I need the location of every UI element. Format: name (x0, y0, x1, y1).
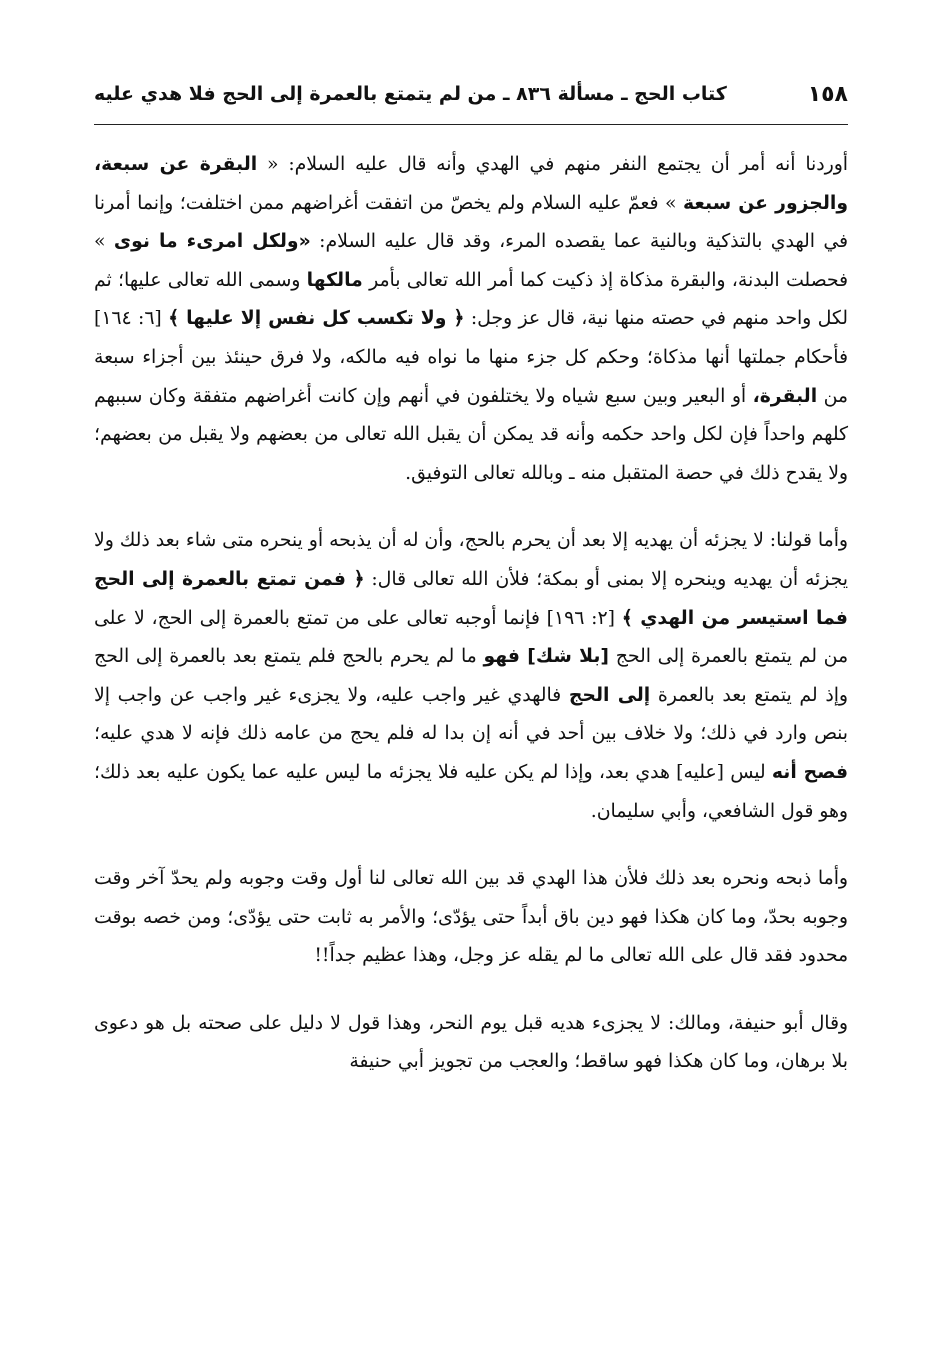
text-segment: وسمى الله تعالى عليها؛ ثم لكل واحد منهم في حصته منها نية، قال عز وجل: (94, 269, 848, 330)
bold-text: البقرة عن سبعة، والجزور عن سبعة (94, 154, 848, 214)
text-segment: » فحصلت البدنة، والبقرة مذكاة إذ ذكيت كما أمر الله تعالى بأمر (94, 231, 848, 291)
bold-text: مالكها (306, 269, 363, 291)
bold-text: «ولكل امرىء ما نوى (113, 231, 311, 253)
text-segment: وقال أبو حنيفة، ومالك: لا يجزىء هديه قبل يوم النحر، وهذا قول لا دليل على صحته بل هو دعوى بلا برهان، وما كان هكذا فهو ساقط؛ والعجب من تجويز أبي حنيفة (94, 1012, 848, 1073)
header-rule (94, 124, 848, 125)
text-segment: [٦: ١٦٤] فأحكام جملتها أنها مذكاة؛ وحكم كل جزء منها ما نواه فيه مالكه، ولا فرق حينئذ بين أجزاء سبعة من (94, 308, 848, 407)
text-segment: » فعمّ عليه السلام ولم يخصّ من اتفقت أغراضهم ممن اختلفت؛ وإنما أمرنا في الهدي بالتذكية وبالنية عما يقصده المرء، وقد قال عليه السلام: (94, 192, 848, 253)
text-segment: أوردنا أنه أمر أن يجتمع النفر منهم في الهدي وأنه قال عليه السلام: « (257, 154, 848, 175)
bold-text: البقرة، (752, 385, 818, 407)
text-segment: [٢: ١٩٦] فإنما أوجبه تعالى على من تمتع بالعمرة إلى الحج، لا على من لم يتمتع بالعمرة إلى الحج (94, 607, 849, 668)
paragraph (94, 146, 848, 493)
paragraph (94, 1005, 848, 1082)
text-segment: فالهدي غير واجب عليه، ولا يجزىء غير واجب عن واجب إلا بنص وارد في ذلك؛ ولا خلاف بين أحد في أنه إن بدا له فلم يحج من عامه ذلك فإنه لا هدي عليه؛ (94, 684, 848, 745)
bold-text: ﴿ ولا تكسب كل نفس إلا عليها ﴾ (168, 308, 465, 330)
text-segment: ليس [عليه] هدي بعد، وإذا لم يكن عليه فلا يجزئه ما ليس عليه عما يكون عليه بعد ذلك؛ وهو قول الشافعي، وأبي سليمان. (94, 761, 848, 822)
bold-text: ﴿ فمن تمتع بالعمرة إلى الحج فما استيسر من الهدي ﴾ (94, 568, 848, 629)
paragraph (94, 522, 848, 831)
running-title: كتاب الحج ـ مسألة ٨٣٦ ـ من لم يتمتع بالعمرة إلى الحج فلا هدي عليه (94, 83, 727, 105)
text-segment: وأما ذبحه ونحره بعد ذلك فلأن هذا الهدي قد بين الله تعالى لنا أول وقت وجوبه ولم يحدّ آخر وقت وجوبه بحدّ، وما كان هكذا فهو دين باق أبداً حتى يؤدّى؛ والأمر به ثابت حتى يؤدّى؛ ومن خصه بوقت محدود فقد قال على الله تعالى ما لم يقله عز وجل، وهذا عظيم جداً!! (94, 868, 848, 967)
bold-text: فصح أنه (771, 761, 848, 783)
text-segment: أو البعير وبين سبع شياه ولا يختلفون في أنهم وإن كانت أغراضهم متفقة وكان سببهم كلهم واحداً فإن لكل واحد حكمه وأنه قد يمكن أن يقبل الله تعالى من بعضهم ولا يقبل من بعضهم؛ ولا يقدح ذلك في حصة المتقبل منه ـ وبالله تعالى التوفيق. (94, 385, 848, 484)
page-header (94, 74, 848, 114)
text-segment: ما لم يحرم بالحج فلم يتمتع بعد بالعمرة إلى الحج وإذ لم يتمتع بعد بالعمرة (94, 646, 849, 706)
page-body (94, 146, 848, 1082)
bold-text: [بلا شك] فهو (483, 646, 610, 668)
page-number: ١٥٨ (807, 81, 848, 107)
bold-text: إلى الحج (568, 684, 651, 706)
text-segment: وأما قولنا: لا يجزئه أن يهديه إلا بعد أن يحرم بالحج، وأن له أن يذبحه أو ينحره متى شاء بعد ذلك ولا يجزئه أن يهديه وينحره إلا بمنى أو بمكة؛ فلأن الله تعالى قال: (94, 530, 848, 590)
paragraph (94, 860, 848, 976)
